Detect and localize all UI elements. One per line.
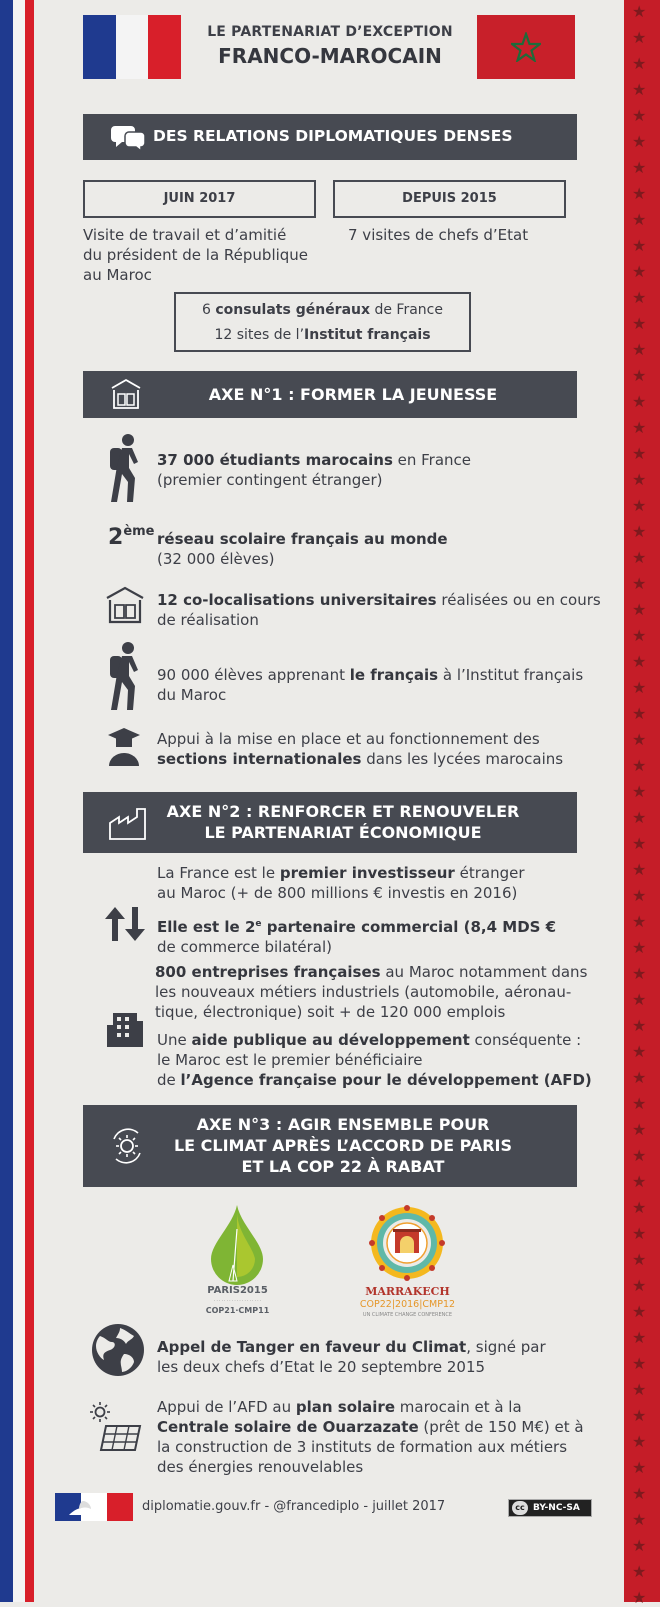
depuis-2015-text: 7 visites de chefs d’Etat xyxy=(348,226,529,244)
cc-license-badge: cc BY-NC-SA xyxy=(508,1499,592,1517)
star-icon: ★ xyxy=(632,886,647,905)
axe1-item-reseau: réseau scolaire français au monde (32 000 élèves) xyxy=(157,530,448,568)
axe1-item-colocalisations: 12 co-localisations universitaires réalisées ou en cours de réalisation xyxy=(157,591,601,629)
axe2-item-entreprises: 800 entreprises françaises au Maroc notamment dans les nouveaux métiers industriels (automobile, aéronau- tique, électronique) soit + de 120 000 emplois xyxy=(155,963,588,1021)
section-title-relations: DES RELATIONS DIPLOMATIQUES DENSES xyxy=(153,127,513,145)
paris-2015-logo: PARIS2015 · · · · · · · · · · · · · · · · · · · COP21·CMP11 xyxy=(195,1203,285,1323)
star-icon: ★ xyxy=(632,496,647,515)
star-icon: ★ xyxy=(632,1328,647,1347)
star-icon: ★ xyxy=(632,444,647,463)
star-icon: ★ xyxy=(632,1562,647,1581)
star-icon: ★ xyxy=(632,1406,647,1425)
globe-icon xyxy=(90,1322,146,1378)
star-icon: ★ xyxy=(632,1146,647,1165)
star-icon: ★ xyxy=(632,860,647,879)
green-star-icon xyxy=(511,32,541,62)
trade-arrows-icon xyxy=(103,905,147,943)
star-icon: ★ xyxy=(632,756,647,775)
star-icon: ★ xyxy=(632,730,647,749)
star-icon: ★ xyxy=(632,600,647,619)
star-icon: ★ xyxy=(632,808,647,827)
star-icon: ★ xyxy=(632,210,647,229)
star-icon: ★ xyxy=(632,1016,647,1035)
star-icon: ★ xyxy=(632,990,647,1009)
consulats-box: 6 consulats généraux de France 12 sites de l’Institut français xyxy=(174,292,471,352)
star-icon: ★ xyxy=(632,184,647,203)
star-icon: ★ xyxy=(632,1120,647,1139)
box-juin-2017: JUIN 2017 xyxy=(83,180,316,218)
moroccan-flag xyxy=(477,15,575,79)
star-icon: ★ xyxy=(632,548,647,567)
star-icon: ★ xyxy=(632,782,647,801)
star-icon: ★ xyxy=(632,1198,647,1217)
star-icon: ★ xyxy=(632,574,647,593)
cc-icon: cc xyxy=(512,1501,528,1515)
french-flag xyxy=(83,15,181,79)
school-book-icon xyxy=(109,378,143,410)
star-icon: ★ xyxy=(632,132,647,151)
republique-francaise-logo xyxy=(55,1493,133,1521)
title-line-1: LE PARTENARIAT D’EXCEPTION xyxy=(207,24,453,40)
factory-icon xyxy=(108,805,148,841)
star-icon: ★ xyxy=(632,1510,647,1529)
star-pattern xyxy=(624,0,660,1607)
star-icon: ★ xyxy=(632,1250,647,1269)
axe1-item-eleves: 90 000 élèves apprenant le français à l’Institut français du Maroc xyxy=(157,666,584,704)
section-banner-relations xyxy=(83,114,577,160)
section-title-axe2: AXE N°2 : RENFORCER ET RENOUVELER LE PARTENARIAT ÉCONOMIQUE xyxy=(166,802,520,842)
axe1-item-etudiants: 37 000 étudiants marocains en France (premier contingent étranger) xyxy=(157,451,472,489)
star-icon: ★ xyxy=(632,1588,647,1607)
solar-panel-icon xyxy=(88,1400,144,1456)
star-icon: ★ xyxy=(632,678,647,697)
graduate-icon xyxy=(107,726,141,766)
section-title-axe1: AXE N°1 : FORMER LA JEUNESSE xyxy=(208,385,498,404)
section-banner-axe1 xyxy=(83,371,577,418)
star-icon: ★ xyxy=(632,288,647,307)
star-icon: ★ xyxy=(632,1458,647,1477)
star-icon: ★ xyxy=(632,938,647,957)
star-icon: ★ xyxy=(632,28,647,47)
star-icon: ★ xyxy=(632,106,647,125)
star-icon: ★ xyxy=(632,340,647,359)
section-banner-axe2 xyxy=(83,792,577,853)
star-icon: ★ xyxy=(632,314,647,333)
star-icon: ★ xyxy=(632,1302,647,1321)
star-icon: ★ xyxy=(632,1224,647,1243)
star-icon: ★ xyxy=(632,80,647,99)
star-icon: ★ xyxy=(632,652,647,671)
star-icon: ★ xyxy=(632,418,647,437)
star-icon: ★ xyxy=(632,392,647,411)
hiker-icon xyxy=(104,432,146,506)
section-title-axe3: AXE N°3 : AGIR ENSEMBLE POUR LE CLIMAT APRÈS L’ACCORD DE PARIS ET LA COP 22 À RABAT xyxy=(173,1115,513,1176)
leaf-drop-icon xyxy=(207,1203,267,1285)
star-icon: ★ xyxy=(632,704,647,723)
star-icon: ★ xyxy=(632,1380,647,1399)
star-icon: ★ xyxy=(632,1276,647,1295)
axe2-item-investisseur: La France est le premier investisseur étranger au Maroc (+ de 800 millions € investis en 2016) xyxy=(157,864,525,902)
star-icon: ★ xyxy=(632,834,647,853)
star-icon: ★ xyxy=(632,1042,647,1061)
star-icon: ★ xyxy=(632,158,647,177)
speech-bubbles-icon xyxy=(111,122,147,152)
title-line-2: FRANCO-MAROCAIN xyxy=(218,44,442,68)
star-icon: ★ xyxy=(632,1094,647,1113)
school-book-icon xyxy=(104,586,146,626)
star-icon: ★ xyxy=(632,1536,647,1555)
axe2-item-aide: Une aide publique au développement conséquente : le Maroc est le premier bénéficiaire de l’Agence française pour le développement (AFD) xyxy=(157,1031,592,1089)
marrakech-cop22-logo: MARRAKECH COP22|2016|CMP12 UN CLIMATE CHANGE CONFERENCE xyxy=(355,1203,467,1325)
hiker-icon xyxy=(104,640,146,714)
star-icon: ★ xyxy=(632,54,647,73)
rank-2eme: 2ème xyxy=(108,524,155,550)
juin-2017-text: Visite de travail et d’amitié du président de la République au Maroc xyxy=(83,226,309,284)
french-flag-stripe-white xyxy=(13,0,25,1602)
climate-sun-icon xyxy=(108,1127,146,1165)
moroccan-stripe xyxy=(624,0,660,1607)
star-icon: ★ xyxy=(632,366,647,385)
building-icon xyxy=(105,1011,145,1049)
star-icon: ★ xyxy=(632,2,647,21)
star-icon: ★ xyxy=(632,912,647,931)
axe3-item-solaire: Appui de l’AFD au plan solaire marocain et à la Centrale solaire de Ouarzazate (prêt de 150 M€) et à la construction de 3 instituts de formation aux métiers des énergies renouvelables xyxy=(157,1398,584,1476)
axe3-item-tanger: Appel de Tanger en faveur du Climat, signé par les deux chefs d’Etat le 20 septembre 2015 xyxy=(157,1338,546,1376)
star-icon: ★ xyxy=(632,262,647,281)
star-icon: ★ xyxy=(632,1432,647,1451)
star-icon: ★ xyxy=(632,626,647,645)
french-flag-stripe-blue xyxy=(0,0,13,1602)
star-icon: ★ xyxy=(632,1484,647,1503)
star-icon: ★ xyxy=(632,964,647,983)
rosette-gate-icon xyxy=(367,1203,447,1283)
footer-credits: diplomatie.gouv.fr - @francediplo - juillet 2017 xyxy=(142,1499,446,1514)
star-icon: ★ xyxy=(632,1172,647,1191)
section-banner-axe3 xyxy=(83,1105,577,1187)
star-icon: ★ xyxy=(632,1068,647,1087)
axe2-item-partenaire: Elle est le 2e partenaire commercial (8,4 MDS € de commerce bilatéral) xyxy=(157,918,557,956)
star-icon: ★ xyxy=(632,236,647,255)
box-depuis-2015: DEPUIS 2015 xyxy=(333,180,566,218)
star-icon: ★ xyxy=(632,522,647,541)
star-icon: ★ xyxy=(632,470,647,489)
axe1-item-sections: Appui à la mise en place et au fonctionnement des sections internationales dans les lycées marocains xyxy=(157,730,564,768)
star-icon: ★ xyxy=(632,1354,647,1373)
french-flag-stripe-red xyxy=(25,0,34,1602)
